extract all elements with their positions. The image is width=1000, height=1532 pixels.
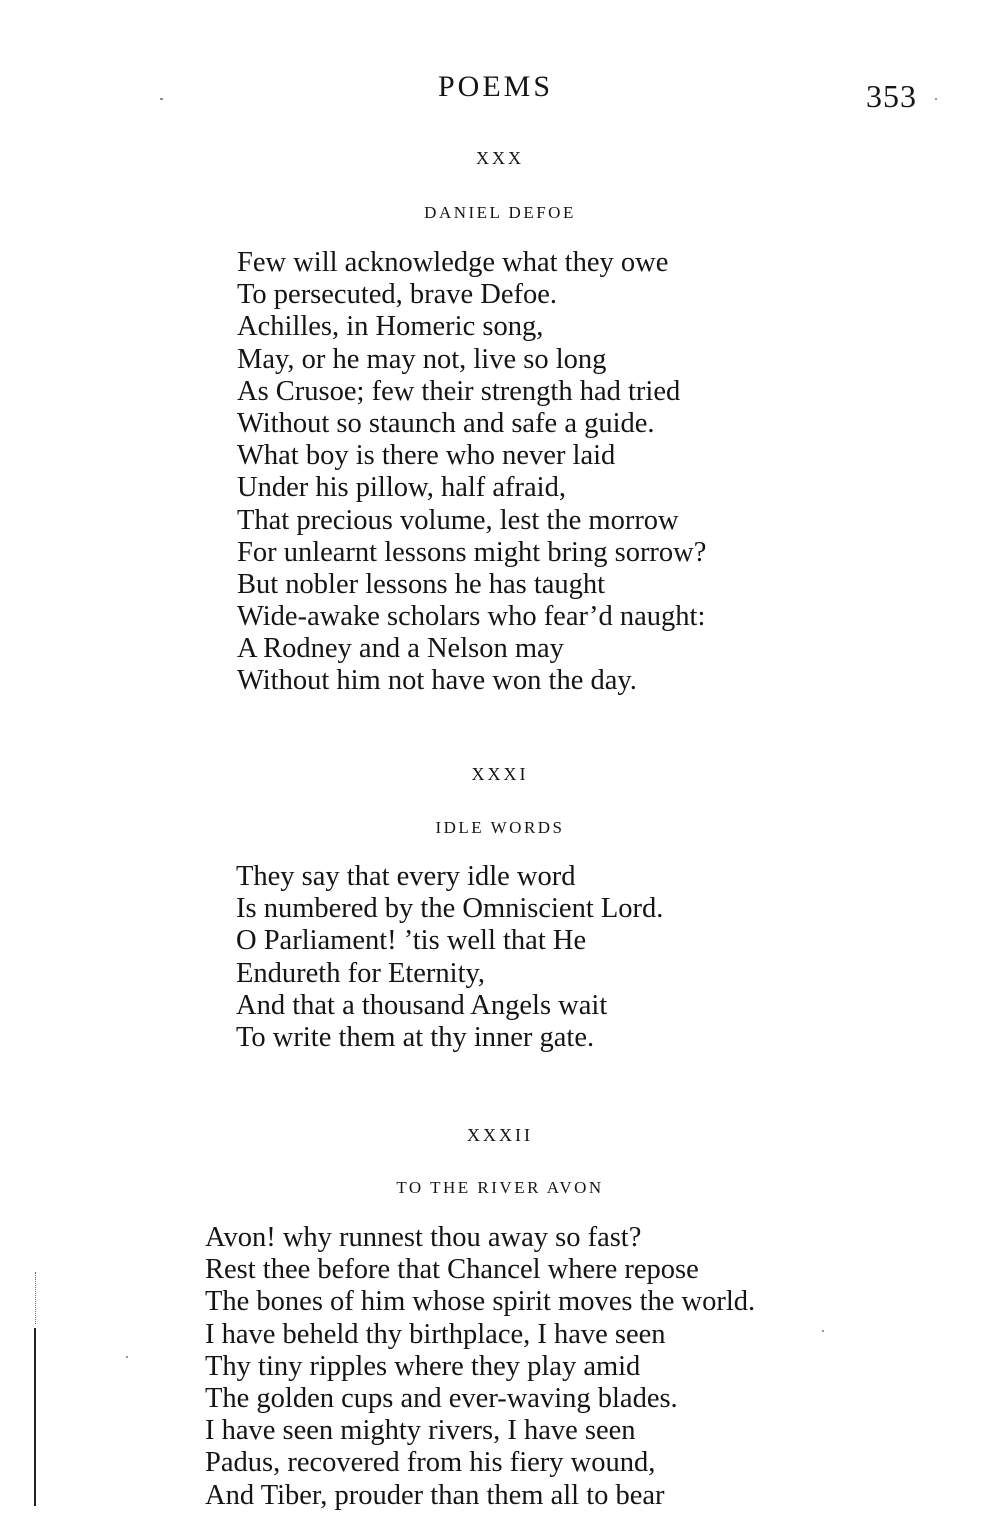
poem-line: Without him not have won the day. xyxy=(237,665,637,697)
poem-line: That precious volume, lest the morrow xyxy=(237,504,679,536)
poem-title: IDLE WORDS xyxy=(435,818,565,837)
scan-speck xyxy=(126,1356,128,1358)
poem-line: Without so staunch and safe a guide. xyxy=(237,407,655,439)
poem-line: And that a thousand Angels wait xyxy=(236,989,608,1021)
poem-line: A Rodney and a Nelson may xyxy=(237,633,564,665)
poem-line: I have beheld thy birthplace, I have seen xyxy=(205,1318,666,1350)
poem-line: O Parliament! ’tis well that He xyxy=(236,925,587,957)
poem-numeral: XXX xyxy=(476,148,524,168)
poem-line: Few will acknowledge what they owe xyxy=(237,247,669,278)
poem-numeral: XXXI xyxy=(471,764,529,784)
page-number: 353 xyxy=(866,78,917,114)
poem-line: To persecuted, brave Defoe. xyxy=(237,279,558,311)
poem-line: And Tiber, prouder than them all to bear xyxy=(205,1479,665,1511)
poem-line: To write them at thy inner gate. xyxy=(236,1021,595,1053)
poem-title: TO THE RIVER AVON xyxy=(396,1178,604,1197)
scan-margin-dots xyxy=(35,1272,37,1324)
poem-line: But nobler lessons he has taught xyxy=(237,568,606,600)
poem-line: I have seen mighty rivers, I have seen xyxy=(205,1415,636,1447)
poem-line: Wide-awake scholars who fear’d naught: xyxy=(237,601,706,633)
poem-line: They say that every idle word xyxy=(236,861,576,892)
poem-line: The golden cups and ever-waving blades. xyxy=(205,1382,678,1414)
poem-stanza xyxy=(237,247,706,698)
poem-line: Thy tiny ripples where they play amid xyxy=(205,1350,641,1382)
poem-line: The bones of him whose spirit moves the world. xyxy=(205,1286,756,1318)
poem-line: Padus, recovered from his fiery wound, xyxy=(205,1447,656,1479)
poem-line: Under his pillow, half afraid, xyxy=(237,472,566,504)
scan-speck xyxy=(935,98,937,100)
scan-speck xyxy=(822,1330,824,1332)
scan-margin-rule xyxy=(34,1328,36,1506)
poem-line: As Crusoe; few their strength had tried xyxy=(237,375,681,407)
poem-numeral: XXXII xyxy=(467,1125,533,1145)
poem-line: Avon! why runnest thou away so fast? xyxy=(205,1222,642,1253)
poem-line: Achilles, in Homeric song, xyxy=(237,311,544,343)
poem-line: For unlearnt lessons might bring sorrow? xyxy=(237,536,707,568)
running-head-title: POEMS xyxy=(438,70,554,103)
poem-line: Rest thee before that Chancel where repose xyxy=(205,1254,699,1286)
scan-speck xyxy=(160,98,163,100)
poem-stanza xyxy=(236,861,663,1054)
poem-line: Is numbered by the Omniscient Lord. xyxy=(236,893,664,925)
poem-line: May, or he may not, live so long xyxy=(237,343,607,375)
poem-title: DANIEL DEFOE xyxy=(424,203,576,222)
poem-line: Endureth for Eternity, xyxy=(236,957,486,989)
poem-stanza xyxy=(205,1222,755,1512)
poem-line: What boy is there who never laid xyxy=(237,440,616,472)
